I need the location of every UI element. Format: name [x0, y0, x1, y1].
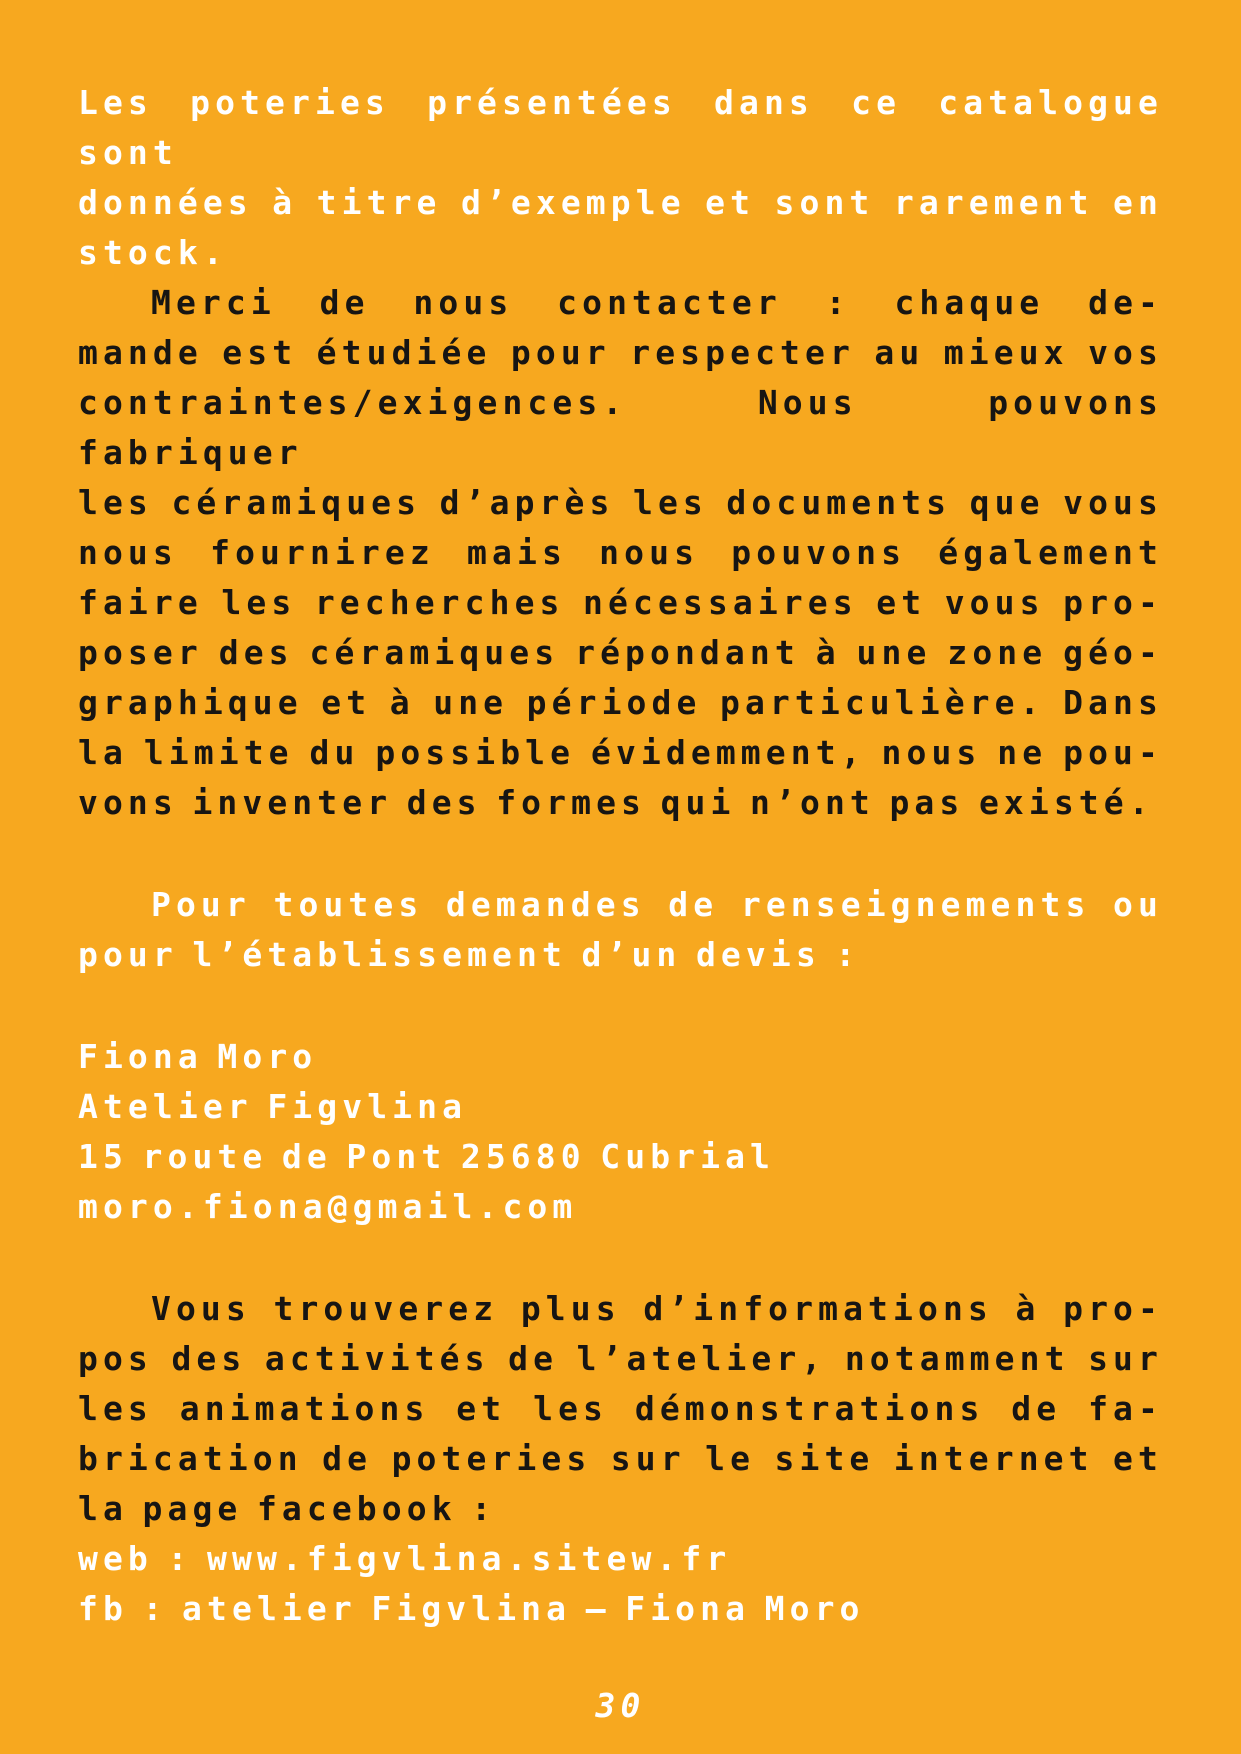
text-line: les céramiques d’après les documents que vous: [78, 483, 1163, 522]
text-line: Vous trouverez plus d’informations à pro-: [151, 1289, 1163, 1328]
paragraph-links: [78, 1534, 1163, 1634]
facebook-line: fb : atelier Figvlina – Fiona Moro: [78, 1589, 865, 1628]
page-number: 30: [595, 1686, 646, 1725]
text-line: Les poteries présentées dans ce catalogue sont: [78, 83, 1178, 172]
text-line: mande est étudiée pour respecter au mieux vos: [78, 333, 1163, 372]
text-line: faire les recherches nécessaires et vous pro-: [78, 583, 1163, 622]
text-line: nous fournirez mais nous pouvons également: [78, 533, 1163, 572]
contact-atelier: Atelier Figvlina: [78, 1087, 468, 1126]
text-line: données à titre d’exemple et sont rarement en: [78, 183, 1163, 222]
text-line: contraintes/exigences. Nous pouvons fabriquer: [78, 383, 1178, 472]
text-line: poser des céramiques répondant à une zone géo-: [78, 633, 1163, 672]
text-line: brication de poteries sur le site internet et: [78, 1439, 1163, 1478]
page-footer: [0, 1681, 1241, 1731]
paragraph-quote-info: [78, 880, 1163, 980]
text-line: Merci de nous contacter : chaque de-: [151, 283, 1163, 322]
text-line: la page facebook :: [78, 1489, 497, 1528]
paragraph-contact-request: [78, 278, 1178, 828]
contact-address: 15 route de Pont 25680 Cubrial: [78, 1137, 776, 1176]
text-line: stock.: [78, 233, 228, 272]
page-text: [78, 78, 1178, 1634]
text-line: pour l’établissement d’un devis :: [78, 935, 861, 974]
contact-email[interactable]: moro.fiona@gmail.com: [78, 1187, 578, 1226]
paragraph-online-info: [78, 1284, 1163, 1534]
paragraph-contact-details: [78, 1032, 1163, 1232]
text-line: Pour toutes demandes de renseignements ou: [151, 885, 1163, 924]
text-line: graphique et à une période particulière. Dans: [78, 683, 1163, 722]
paragraph-intro-notice: [78, 78, 1178, 278]
contact-name: Fiona Moro: [78, 1037, 318, 1076]
website-line[interactable]: web : www.figvlina.sitew.fr: [78, 1539, 732, 1578]
text-line: pos des activités de l’atelier, notamment sur: [78, 1339, 1163, 1378]
text-line: vons inventer des formes qui n’ont pas existé.: [78, 783, 1154, 822]
text-line: la limite du possible évidemment, nous ne pou-: [78, 733, 1163, 772]
text-line: les animations et les démonstrations de fa-: [78, 1389, 1163, 1428]
